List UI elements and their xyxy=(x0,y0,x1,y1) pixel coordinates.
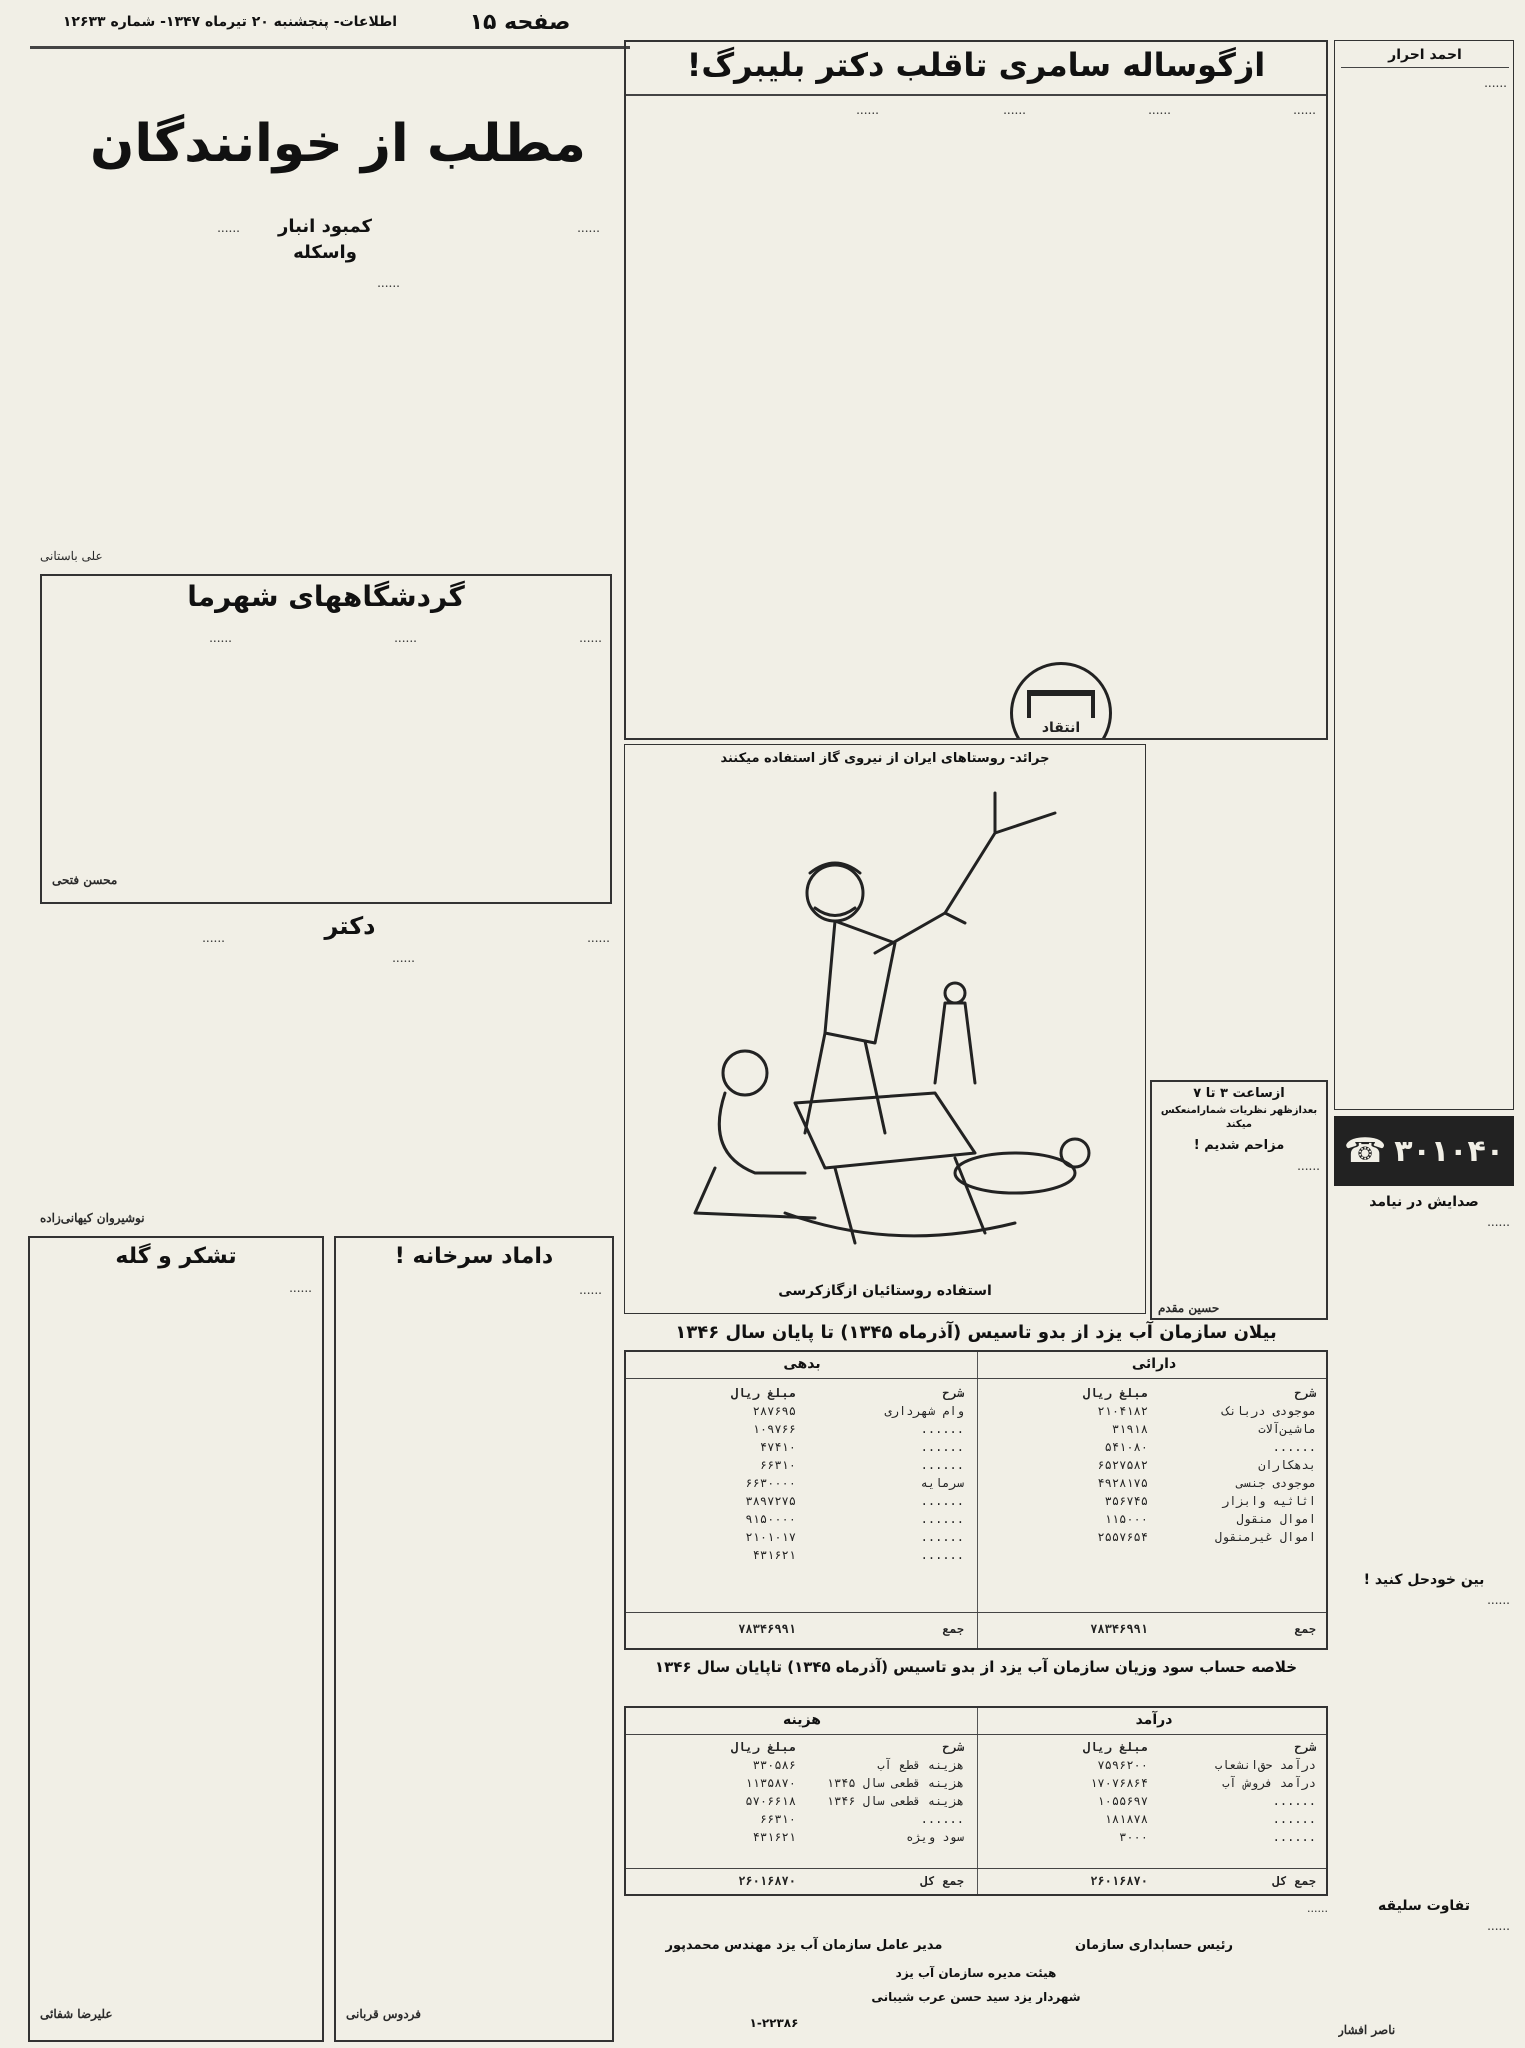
balance-debit-header: شرح مبلغ ریال xyxy=(730,1386,964,1400)
profit-income-row xyxy=(986,1774,1322,1792)
profit-income-row xyxy=(986,1828,1322,1846)
balance-credit-row xyxy=(986,1492,1322,1510)
balance-credit-desc: موجودی جنسی xyxy=(1236,1476,1316,1490)
balance-right-header: دارائی xyxy=(1131,1356,1177,1372)
tashakor-body: ...... xyxy=(289,1281,312,1295)
balance-debit-row xyxy=(634,1510,970,1528)
tousi-box xyxy=(1150,1080,1328,1320)
profit-income-row xyxy=(986,1792,1322,1810)
tashakor-signature: علیرضا شفائی xyxy=(40,2007,113,2021)
balance-debit-row xyxy=(634,1438,970,1456)
balance-credit-amount: ۵۴۱۰۸۰ xyxy=(1104,1440,1148,1454)
profit-income-desc: ...... xyxy=(1272,1812,1316,1826)
doctor-col-3: ...... xyxy=(202,931,225,945)
gardeshgah-col-3: ...... xyxy=(209,631,232,645)
balance-debit-amount: ۳۸۹۷۲۷۵ xyxy=(745,1494,796,1508)
profit-income-amount: ۱۷۰۷۶۸۶۴ xyxy=(1090,1776,1148,1790)
columnist-name: احمد احرار xyxy=(1388,47,1462,63)
balance-total-right: جمع ۷۸۳۴۶۹۹۱ xyxy=(1090,1622,1316,1636)
profit-income-amount: ۷۵۹۶۲۰۰ xyxy=(1097,1758,1148,1772)
balance-debit-desc: وام شهرداری xyxy=(884,1404,964,1418)
phone-item-3-body: ...... xyxy=(1487,1919,1510,1933)
doctor-title: دکتر xyxy=(324,912,376,940)
profit-expense-desc: سود ویژه xyxy=(906,1830,964,1844)
profit-expense-row xyxy=(634,1828,970,1846)
profit-income-desc: ...... xyxy=(1272,1794,1316,1808)
gardeshgah-box xyxy=(40,574,612,904)
balance-credit-row xyxy=(986,1528,1322,1546)
profit-income-row xyxy=(986,1756,1322,1774)
balance-debit-row xyxy=(634,1474,970,1492)
phone-icon: ☎ xyxy=(1343,1131,1387,1171)
doctor-col-1: ...... xyxy=(587,931,610,945)
gardeshgah-signature: محسن فتحی xyxy=(52,873,118,887)
damad-body: ...... xyxy=(579,1283,602,1297)
balance-debit-row xyxy=(634,1546,970,1564)
balance-debit-row xyxy=(634,1492,970,1510)
balance-title: بیلان سازمان آب یزد از بدو تاسیس (آذرماه ۱۳۴۵) تا پایان سال ۱۳۴۶ xyxy=(675,1322,1277,1343)
balance-debit-desc: سرمایه xyxy=(920,1476,964,1490)
profit-expense-amount: ۴۳۱۶۲۱ xyxy=(752,1830,796,1844)
profit-income-desc: درآمد فروش آب xyxy=(1222,1776,1316,1790)
tousi-title: ازساعت ۳ تا ۷ xyxy=(1193,1086,1285,1101)
phone-banner xyxy=(1334,1116,1514,1186)
balance-debit-desc: ...... xyxy=(920,1494,964,1508)
phone-item-3-title: تفاوت سلیقه xyxy=(1378,1898,1470,1914)
profit-income-desc: درآمد حق‌انشعاب xyxy=(1214,1758,1316,1772)
balance-total-left: جمع ۷۸۳۴۶۹۹۱ xyxy=(738,1622,964,1636)
balance-debit-desc: ...... xyxy=(920,1422,964,1436)
balance-debit-row xyxy=(634,1420,970,1438)
profit-right-header: درآمد xyxy=(1135,1712,1173,1728)
balance-credit-header: شرح مبلغ ریال xyxy=(1082,1386,1316,1400)
balance-credit-desc: بدهکاران xyxy=(1258,1458,1316,1472)
columnist-column xyxy=(1334,40,1514,1110)
balance-debit-amount: ۴۷۴۱۰ xyxy=(759,1440,796,1454)
profit-left-header: هزینه xyxy=(783,1712,821,1728)
balance-credit-amount: ۳۵۶۷۴۵ xyxy=(1104,1494,1148,1508)
balance-credit-row xyxy=(986,1510,1322,1528)
balance-credit-desc: ...... xyxy=(1272,1440,1316,1454)
balance-debit-col xyxy=(634,1384,970,1564)
balance-credit-row xyxy=(986,1420,1322,1438)
balance-credit-row xyxy=(986,1402,1322,1420)
profit-expense-row xyxy=(634,1774,970,1792)
issue-line: اطلاعات- پنجشنبه ۲۰ تیرماه ۱۳۴۷- شماره ۱۲۶۳۳ xyxy=(62,14,398,30)
balance-debit-row xyxy=(634,1402,970,1420)
balance-debit-amount: ۱۰۹۷۶۶ xyxy=(752,1422,796,1436)
main-story-col-2: ...... xyxy=(1148,103,1171,117)
doctor-signature: نوشیروان کیهانی‌زاده xyxy=(40,1211,145,1225)
phone-item-1-title: صدایش در نیامد xyxy=(1369,1194,1479,1210)
tousi-signature: حسین مقدم xyxy=(1158,1301,1220,1315)
phone-item-2-title: بین خودحل کنید ! xyxy=(1363,1572,1485,1588)
tousi-item-title: مزاحم شدیم ! xyxy=(1193,1138,1285,1153)
phone-item-2-body: ...... xyxy=(1487,1593,1510,1607)
balance-debit-amount: ۹۱۵۰۰۰۰ xyxy=(745,1512,796,1526)
cartoon-illustration xyxy=(635,773,1135,1273)
profit-income-amount: ۱۸۱۸۷۸ xyxy=(1104,1812,1148,1826)
phone-number: ۳۰۱۰۴۰ xyxy=(1394,1133,1505,1169)
damad-signature: فردوس قربانی xyxy=(346,2007,422,2021)
balance-credit-desc: اثاثیه وابزار xyxy=(1222,1494,1316,1508)
readers-signature: علی باستانی xyxy=(40,549,103,563)
balance-debit-desc: ...... xyxy=(920,1458,964,1472)
tousi-subtitle: بعدازظهر نظریات شمارامنعکس میکند xyxy=(1160,1105,1318,1130)
balance-credit-col xyxy=(986,1384,1322,1546)
readers-col-3: ...... xyxy=(217,221,240,235)
balance-debit-amount: ۲۸۷۶۹۵ xyxy=(752,1404,796,1418)
profit-expense-amount: ۱۱۳۵۸۷۰ xyxy=(745,1776,796,1790)
phone-item-1-body: ...... xyxy=(1487,1215,1510,1229)
profit-expense-desc: هزینه قطع آب xyxy=(877,1758,964,1772)
balance-credit-amount: ۳۱۹۱۸ xyxy=(1111,1422,1148,1436)
profit-expense-row xyxy=(634,1792,970,1810)
profit-expense-desc: هزینه قطعی سال ۱۳۴۶ xyxy=(826,1794,964,1808)
main-story-col-1: ...... xyxy=(1293,103,1316,117)
balance-credit-amount: ۴۹۲۸۱۷۵ xyxy=(1097,1476,1148,1490)
balance-debit-row xyxy=(634,1528,970,1546)
damad-box xyxy=(334,1236,614,2042)
gardeshgah-col-2: ...... xyxy=(394,631,417,645)
readers-title: مطلب از خوانندگان xyxy=(90,114,586,174)
balance-credit-row xyxy=(986,1456,1322,1474)
footer-mayor: شهردار یزد سید حسن عرب شیبانی xyxy=(871,1990,1081,2004)
tashakor-box xyxy=(28,1236,324,2042)
kamood-body: ...... xyxy=(377,276,400,290)
profit-total-right: جمع کل ۲۶۰۱۶۸۷۰ xyxy=(1090,1874,1316,1888)
balance-credit-desc: ماشین‌آلات xyxy=(1258,1422,1316,1436)
phone-column xyxy=(1334,1116,1514,2042)
balance-credit-amount: ۲۱۰۴۱۸۲ xyxy=(1097,1404,1148,1418)
profit-sheet xyxy=(624,1706,1328,1896)
footer-note: ...... xyxy=(1307,1902,1328,1915)
footer-accountant: رئیس حسابداری سازمان xyxy=(1075,1938,1233,1953)
balance-credit-row xyxy=(986,1474,1322,1492)
cartoon-caption-top: جرائد- روستاهای ایران از نیروی گاز استفاده میکنند xyxy=(720,751,1050,766)
profit-expense-amount: ۶۶۳۱۰ xyxy=(759,1812,796,1826)
main-headline: ازگوساله سامری تاقلب دکتر بلیبرگ! xyxy=(686,46,1266,84)
readers-title-box xyxy=(68,108,608,180)
profit-expense-row xyxy=(634,1756,970,1774)
footer-manager: مدیر عامل سازمان آب یزد مهندس محمدپور xyxy=(665,1938,943,1953)
kamood-title: کمبود انبار واسکله xyxy=(277,216,373,263)
profit-total-left: جمع کل ۲۶۰۱۶۸۷۰ xyxy=(738,1874,964,1888)
profit-expense-desc: هزینه قطعی سال ۱۳۴۵ xyxy=(826,1776,964,1790)
cartoon-box xyxy=(624,744,1146,1314)
balance-debit-desc: ...... xyxy=(920,1548,964,1562)
profit-right-col: شرح مبلغ ریال درآمد حق‌انشعاب ۷۵۹۶۲۰۰ درآمد فروش آب ۱۷۰۷۶۸۶۴ ...... ۱۰۵۵۶۹۷ ...... ۱۸۱۸۷۸ ...... ۳۰۰۰ xyxy=(986,1738,1322,1846)
profit-income-row xyxy=(986,1810,1322,1828)
profit-expense-desc: ...... xyxy=(920,1812,964,1826)
intiqad-label: انتقاد xyxy=(1041,720,1081,736)
balance-credit-desc: اموال منقول xyxy=(1236,1512,1316,1526)
balance-debit-row xyxy=(634,1456,970,1474)
balance-credit-desc: اموال غیرمنقول xyxy=(1214,1530,1316,1544)
profit-income-desc: ...... xyxy=(1272,1830,1316,1844)
profit-income-amount: ۳۰۰۰ xyxy=(1119,1830,1148,1844)
masthead-rule xyxy=(30,46,630,49)
balance-debit-desc: ...... xyxy=(920,1440,964,1454)
balance-debit-amount: ۶۶۳۰۰۰۰ xyxy=(745,1476,796,1490)
profit-expense-row xyxy=(634,1810,970,1828)
balance-credit-desc: موجودی دربانک xyxy=(1222,1404,1316,1418)
profit-expense-amount: ۵۷۰۶۶۱۸ xyxy=(745,1794,796,1808)
profit-income-amount: ۱۰۵۵۶۹۷ xyxy=(1097,1794,1148,1808)
balance-debit-amount: ۲۱۰۱۰۱۷ xyxy=(745,1530,796,1544)
balance-debit-amount: ۴۳۱۶۲۱ xyxy=(752,1548,796,1562)
balance-debit-desc: ...... xyxy=(920,1512,964,1526)
balance-left-header: بدهی xyxy=(783,1356,821,1372)
page-number: صفحه ۱۵ xyxy=(469,10,571,35)
main-story-col-3: ...... xyxy=(1003,103,1026,117)
gardeshgah-col-1: ...... xyxy=(579,631,602,645)
columnist-body: ...... xyxy=(1484,76,1507,90)
balance-sheet xyxy=(624,1350,1328,1650)
phone-signature: ناصر افشار xyxy=(1338,2023,1396,2037)
balance-credit-row xyxy=(986,1438,1322,1456)
balance-debit-amount: ۶۶۳۱۰ xyxy=(759,1458,796,1472)
cartoon-caption-bottom: استفاده روستائیان ازگازکرسی xyxy=(778,1283,992,1299)
tousi-body: ...... xyxy=(1297,1159,1320,1173)
gardeshgah-title: گردشگاههای شهرما xyxy=(187,580,465,613)
profit-title: خلاصه حساب سود وزیان سازمان آب یزد از بدو تاسیس (آذرماه ۱۳۴۵) تاپایان سال ۱۳۴۶ xyxy=(654,1658,1298,1676)
balance-credit-amount: ۲۵۵۷۶۵۴ xyxy=(1097,1530,1148,1544)
balance-credit-amount: ۱۱۵۰۰۰ xyxy=(1104,1512,1148,1526)
balance-credit-amount: ۶۵۲۷۵۸۲ xyxy=(1097,1458,1148,1472)
balance-debit-desc: ...... xyxy=(920,1530,964,1544)
doctor-col-2: ...... xyxy=(392,951,415,965)
footer-board: هیئت مدیره سازمان آب یزد xyxy=(895,1966,1057,1980)
profit-left-col: شرح مبلغ ریال هزینه قطع آب ۳۳۰۵۸۶ هزینه قطعی سال ۱۳۴۵ ۱۱۳۵۸۷۰ هزینه قطعی سال ۱۳۴۶ ۵۷۰۶۶۱۸ ...... ۶۶۳۱۰ سود ویژه ۴۳۱۶۲۱ xyxy=(634,1738,970,1846)
readers-col-1: ...... xyxy=(577,221,600,235)
footer-code: ۱-۲۲۳۸۶ xyxy=(749,2016,799,2030)
main-story xyxy=(624,40,1328,740)
damad-title: داماد سرخانه ! xyxy=(394,1244,554,1269)
tashakor-title: تشکر و گله xyxy=(115,1244,237,1269)
main-story-col-4: ...... xyxy=(856,103,879,117)
profit-expense-amount: ۳۳۰۵۸۶ xyxy=(752,1758,796,1772)
